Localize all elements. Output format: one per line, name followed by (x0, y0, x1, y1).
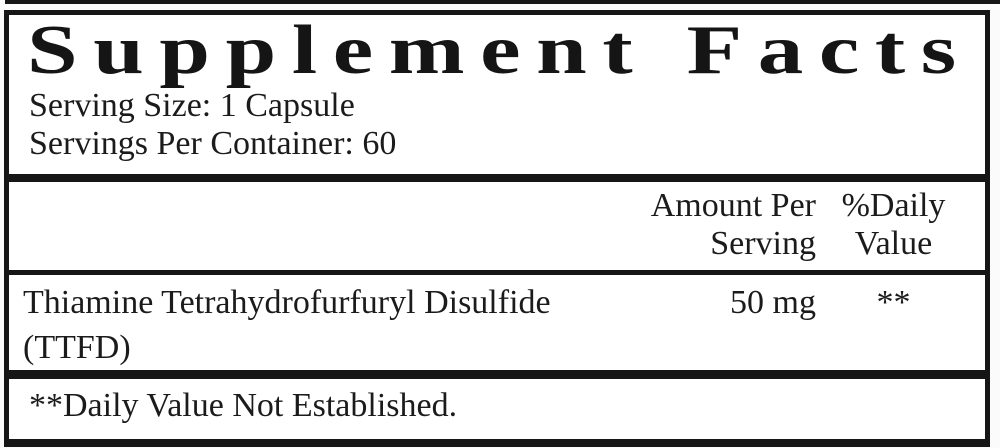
servings-per-container-text: Servings Per Container: 60 (29, 125, 397, 162)
nutrient-amount: 50 mg (730, 284, 816, 321)
label-top-edge (5, 0, 1000, 4)
nutrient-row (23, 275, 971, 370)
nutrient-daily-value: ** (876, 284, 911, 321)
thick-divider-top (9, 174, 985, 182)
supplement-facts-title: Supplement Facts (27, 12, 972, 89)
nutrient-name-line1: Thiamine Tetrahydrofurfuryl Disulfide (23, 284, 551, 321)
nutrient-name-line2: (TTFD) (23, 329, 131, 366)
column-header-row (23, 187, 971, 263)
column-header-amount (646, 187, 816, 263)
footnote-text: **Daily Value Not Established. (29, 387, 458, 424)
serving-size-text: Serving Size: 1 Capsule (29, 87, 355, 124)
column-header-daily-value-line2: Value (854, 225, 933, 262)
thick-divider-bottom (9, 370, 985, 379)
serving-info (29, 87, 971, 163)
supplement-facts-panel (4, 10, 990, 447)
column-header-amount-line2: Serving (710, 225, 816, 262)
column-header-amount-line1: Amount Per (650, 187, 816, 224)
nutrient-name (23, 280, 646, 370)
column-header-daily-value (816, 187, 971, 263)
column-header-daily-value-line1: %Daily (841, 187, 946, 224)
